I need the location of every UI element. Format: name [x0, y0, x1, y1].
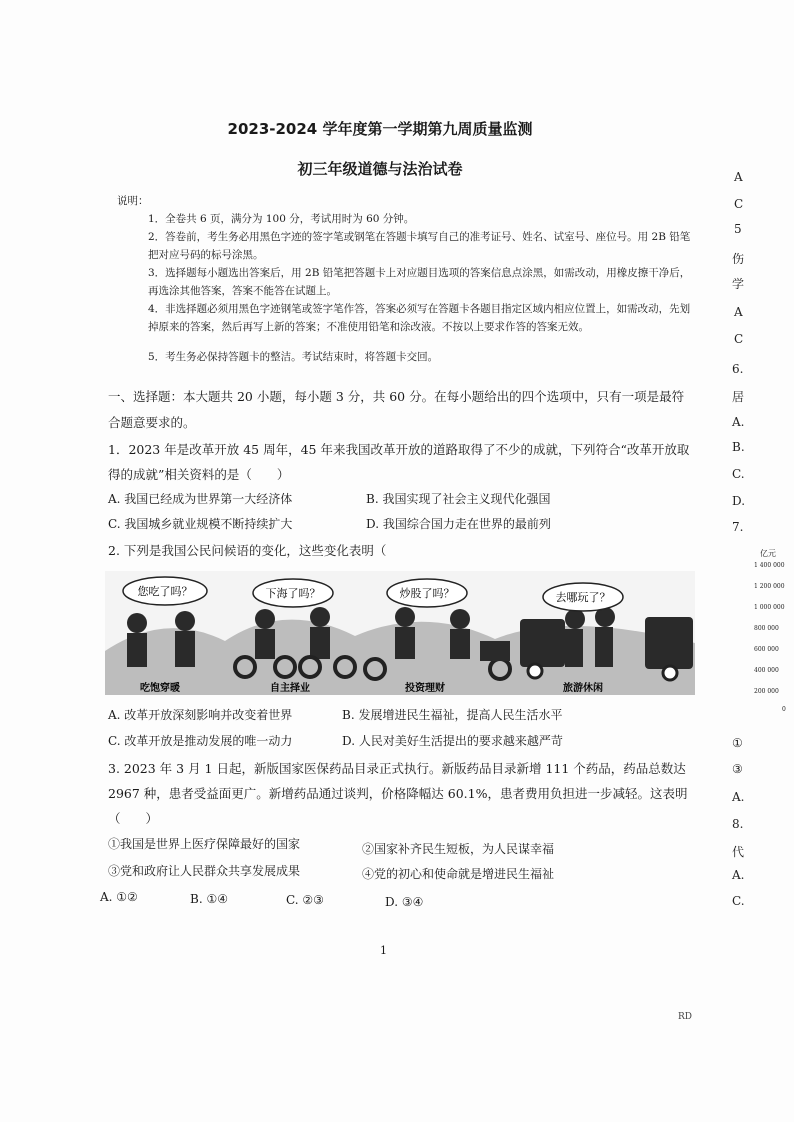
- question-2-option-b: B. 发展增进民生福祉，提高人民生活水平: [342, 708, 563, 722]
- edge-letter: B.: [732, 440, 745, 454]
- question-3-statement-1: ①我国是世界上医疗保障最好的国家: [108, 837, 301, 851]
- notes-label: 说明：: [117, 195, 149, 207]
- edge-letter: 居: [732, 390, 745, 404]
- edge-letter: 代: [732, 845, 745, 859]
- question-3-statement-2: ②国家补齐民生短板，为人民谋幸福: [362, 842, 555, 856]
- edge-letter: A.: [732, 868, 745, 882]
- cartoon-illustration: [105, 571, 695, 695]
- edge-letter: ①: [732, 736, 743, 750]
- edge-chart-tick: 1 200 000: [754, 583, 785, 590]
- edge-letter: 学: [732, 277, 745, 291]
- question-2-option-d: D. 人民对美好生活提出的要求越来越严苛: [342, 734, 563, 748]
- question-3-option-b: B. ①④: [190, 892, 228, 906]
- section-heading: 一、选择题：本大题共 20 小题，每小题 3 分，共 60 分。在每小题给出的四个选项中，只有一项是最符合题意要求的。: [108, 389, 685, 430]
- note-4: 4．非选择题必须用黑色字迹钢笔或签字笔作答，答案必须写在答题卡各题目指定区域内相应位置上，如需改动，先划掉原来的答案，然后再写上新的答案；不准使用铅笔和涂改液。不按以上要求作答的答案无效。: [148, 303, 691, 333]
- bubble-1-text: 您吃了吗？: [137, 585, 193, 598]
- question-1-stem: 1．2023 年是改革开放 45 周年，45 年来我国改革开放的道路取得了不少的成就，下列符合“改革开放取得的成就”相关资料的是（ ）: [108, 442, 690, 482]
- edge-chart-tick: 1 400 000: [754, 562, 785, 569]
- caption-1: 吃饱穿暖: [140, 683, 180, 694]
- exam-title: 2023-2024 学年度第一学期第九周质量监测: [227, 120, 533, 138]
- question-2-stem: 2. 下列是我国公民问候语的变化，这些变化表明（: [108, 543, 387, 558]
- question-2-option-c: C. 改革开放是推动发展的唯一动力: [108, 734, 293, 748]
- question-3-option-a: A. ①②: [100, 890, 138, 904]
- edge-letter: C.: [732, 467, 745, 481]
- edge-chart-tick: 1 000 000: [754, 604, 785, 611]
- edge-chart-tick: 800 000: [754, 625, 779, 632]
- bubble-3-text: 炒股了吗？: [399, 587, 455, 600]
- edge-letter: 7.: [732, 520, 744, 534]
- edge-chart-tick: 200 000: [754, 688, 779, 695]
- edge-letter: C.: [732, 894, 745, 908]
- edge-letter: A.: [732, 415, 745, 429]
- note-3: 3．选择题每小题选出答案后，用 2B 铅笔把答题卡上对应题目选项的答案信息点涂黑，如需改动，用橡皮擦干净后，再选涂其他答案，答案不能答在试题上。: [148, 267, 691, 297]
- edge-chart-tick: 600 000: [754, 646, 779, 653]
- question-2-option-a: A. 改革开放深刻影响并改变着世界: [108, 708, 293, 722]
- greetings-cartoon: [105, 571, 695, 695]
- edge-chart-unit: 亿元: [760, 549, 776, 558]
- note-2: 2．答卷前，考生务必用黑色字迹的签字笔或钢笔在答题卡填写自己的准考证号、姓名、试室号、座位号。用 2B 铅笔把对应号码的标号涂黑。: [148, 231, 691, 261]
- question-1-option-b: B. 我国实现了社会主义现代化强国: [366, 492, 551, 506]
- edge-chart-tick: 400 000: [754, 667, 779, 674]
- edge-letter: 8.: [732, 817, 744, 831]
- edge-letter: C: [734, 197, 744, 211]
- edge-letter: D.: [732, 494, 746, 508]
- edge-letter: 5: [734, 222, 742, 236]
- bubble-2-text: 下海了吗？: [265, 587, 321, 600]
- edge-letter: ③: [732, 762, 743, 776]
- edge-letter: A.: [732, 790, 745, 804]
- edge-letter: C: [734, 332, 744, 346]
- question-3-statement-4: ④党的初心和使命就是增进民生福祉: [362, 867, 555, 881]
- edge-letter: A: [734, 170, 743, 184]
- exam-subtitle: 初三年级道德与法治试卷: [297, 160, 463, 178]
- page-number: 1: [380, 944, 387, 957]
- question-3-statement-3: ③党和政府让人民群众共享发展成果: [108, 864, 301, 878]
- question-3-option-d: D. ③④: [385, 895, 424, 909]
- edge-chart-tick: 0: [782, 706, 786, 713]
- question-1-option-d: D. 我国综合国力走在世界的最前列: [366, 517, 551, 531]
- question-3-option-c: C. ②③: [286, 893, 324, 907]
- adjacent-page-strip: [720, 100, 794, 950]
- caption-4: 旅游休闲: [563, 683, 603, 694]
- edge-letter: 6.: [732, 362, 744, 376]
- question-1-option-a: A. 我国已经成为世界第一大经济体: [108, 492, 293, 506]
- edge-letter: 伤: [732, 252, 745, 266]
- question-3-stem: 3. 2023 年 3 月 1 日起，新版国家医保药品目录正式执行。新版药品目录新增 111 个药品，药品总数达 2967 种，患者受益面更广。新增药品通过谈判，价格降幅达 60.1%，患者费用负担进一步减轻。这表明（ ）: [108, 761, 688, 826]
- corner-stamp: RD: [678, 1012, 692, 1022]
- caption-2: 自主择业: [270, 683, 310, 694]
- note-5: 5．考生务必保持答题卡的整洁。考试结束时，将答题卡交回。: [148, 351, 439, 363]
- edge-letter: A: [734, 305, 743, 319]
- caption-3: 投资理财: [405, 683, 445, 694]
- question-1-option-c: C. 我国城乡就业规模不断持续扩大: [108, 517, 293, 531]
- note-1: 1．全卷共 6 页，满分为 100 分，考试用时为 60 分钟。: [148, 213, 415, 225]
- bubble-4-text: 去哪玩了？: [555, 591, 611, 604]
